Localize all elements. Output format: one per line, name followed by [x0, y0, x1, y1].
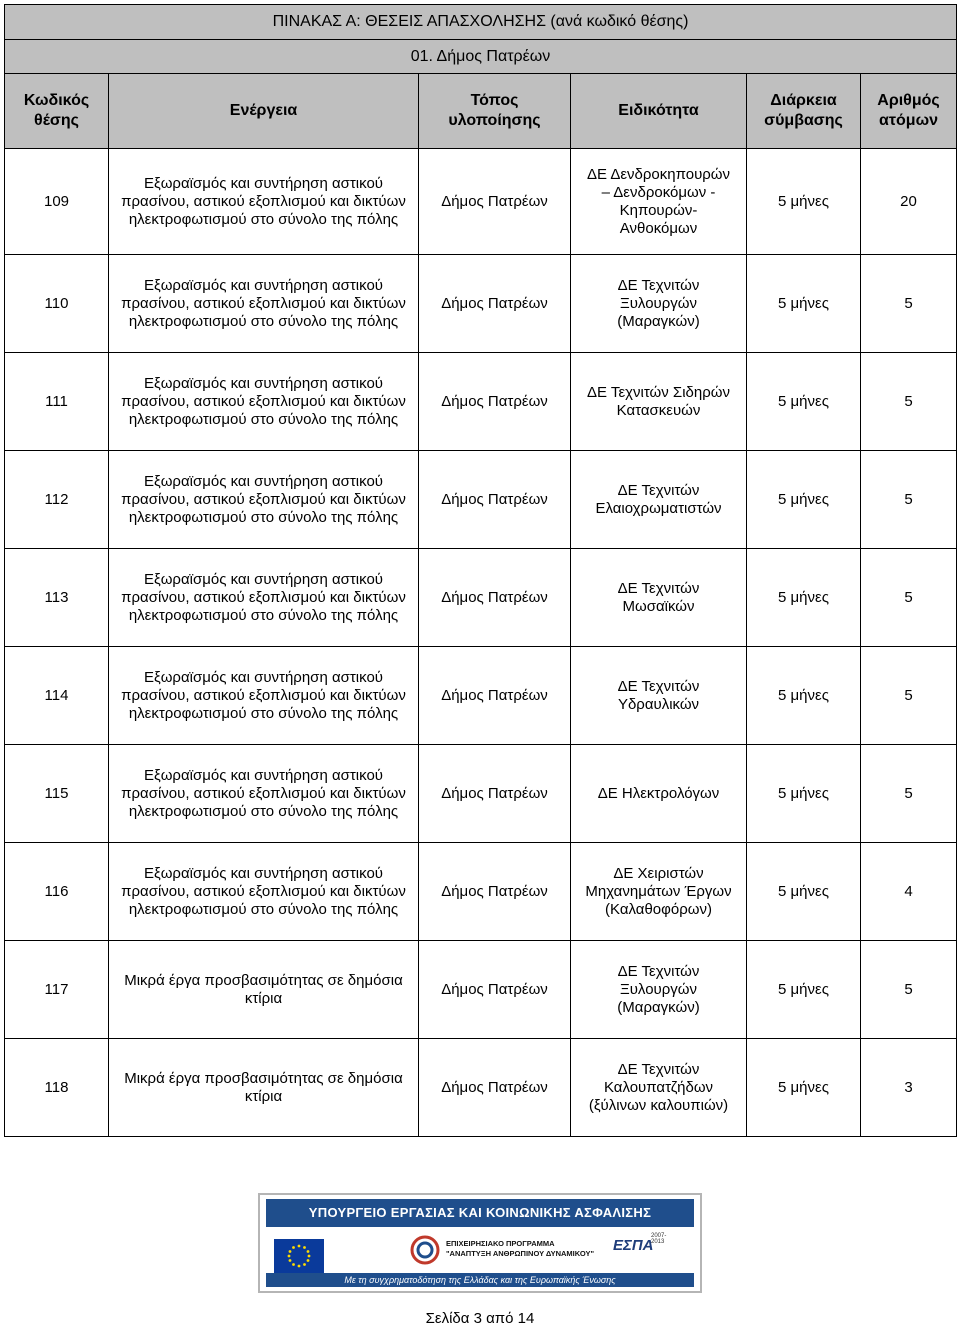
cell-activity: Μικρά έργα προσβασιμότητας σε δημόσια κτίρια: [109, 941, 419, 1039]
cell-specialty: ΔΕ Τεχνιτών Υδραυλικών: [571, 647, 747, 745]
table-row: [5, 1039, 957, 1137]
header-activity: Ενέργεια: [109, 74, 419, 149]
cell-location: Δήμος Πατρέων: [419, 149, 571, 255]
cell-duration: 5 μήνες: [747, 647, 861, 745]
cell-code: 115: [5, 745, 109, 843]
cell-duration: 5 μήνες: [747, 353, 861, 451]
cell-specialty: ΔΕ Τεχνιτών Σιδηρών Κατασκευών: [571, 353, 747, 451]
cell-code: 112: [5, 451, 109, 549]
banner-footer: Με τη συγχρηματοδότηση της Ελλάδας και της Ευρωπαϊκής Ένωσης: [266, 1273, 694, 1287]
table-subtitle: 01. Δήμος Πατρέων: [5, 40, 957, 74]
cell-specialty: ΔΕ Τεχνιτών Καλουπατζήδων (ξύλινων καλουπιών): [571, 1039, 747, 1137]
espa-label: ΕΣΠΑ: [613, 1237, 654, 1254]
cell-persons: 5: [861, 647, 957, 745]
cell-activity: Εξωραϊσμός και συντήρηση αστικού πρασίνου, αστικού εξοπλισμού και δικτύων ηλεκτροφωτισμού στο σύνολο της πόλης: [109, 353, 419, 451]
cell-activity: Εξωραϊσμός και συντήρηση αστικού πρασίνου, αστικού εξοπλισμού και δικτύων ηλεκτροφωτισμού στο σύνολο της πόλης: [109, 549, 419, 647]
cell-location: Δήμος Πατρέων: [419, 647, 571, 745]
header-duration: Διάρκεια σύμβασης: [747, 74, 861, 149]
cell-code: 111: [5, 353, 109, 451]
cell-code: 116: [5, 843, 109, 941]
header-code: Κωδικός θέσης: [5, 74, 109, 149]
header-persons: Αριθμός ατόμων: [861, 74, 957, 149]
table-row: [5, 451, 957, 549]
cell-location: Δήμος Πατρέων: [419, 1039, 571, 1137]
cell-specialty: ΔΕ Τεχνιτών Ξυλουργών (Μαραγκών): [571, 941, 747, 1039]
espa-years: 2007-2013: [651, 1233, 667, 1245]
cell-specialty: ΔΕ Χειριστών Μηχανημάτων Έργων (Καλαθοφόρων): [571, 843, 747, 941]
cell-code: 117: [5, 941, 109, 1039]
cell-activity: Εξωραϊσμός και συντήρηση αστικού πρασίνου, αστικού εξοπλισμού και δικτύων ηλεκτροφωτισμού στο σύνολο της πόλης: [109, 149, 419, 255]
cell-activity: Εξωραϊσμός και συντήρηση αστικού πρασίνου, αστικού εξοπλισμού και δικτύων ηλεκτροφωτισμού στο σύνολο της πόλης: [109, 843, 419, 941]
table-row: [5, 843, 957, 941]
cell-specialty: ΔΕ Τεχνιτών Ελαιοχρωματιστών: [571, 451, 747, 549]
cell-duration: 5 μήνες: [747, 451, 861, 549]
cell-duration: 5 μήνες: [747, 549, 861, 647]
table-row: [5, 149, 957, 255]
cell-duration: 5 μήνες: [747, 843, 861, 941]
cell-location: Δήμος Πατρέων: [419, 843, 571, 941]
cell-specialty: ΔΕ Ηλεκτρολόγων: [571, 745, 747, 843]
cell-location: Δήμος Πατρέων: [419, 941, 571, 1039]
cell-duration: 5 μήνες: [747, 149, 861, 255]
cell-code: 118: [5, 1039, 109, 1137]
table-row: [5, 255, 957, 353]
cell-specialty: ΔΕ Τεχνιτών Μωσαϊκών: [571, 549, 747, 647]
espa-logo: [603, 1233, 679, 1273]
table-row: [5, 647, 957, 745]
cell-specialty: ΔΕ Δενδροκηπουρών – Δενδροκόμων - Κηπουρών- Ανθοκόμων: [571, 149, 747, 255]
header-row: [5, 74, 957, 149]
cell-persons: 5: [861, 451, 957, 549]
table-title: ΠΙΝΑΚΑΣ Α: ΘΕΣΕΙΣ ΑΠΑΣΧΟΛΗΣΗΣ (ανά κωδικό θέσης): [5, 5, 957, 40]
cell-duration: 5 μήνες: [747, 255, 861, 353]
cell-persons: 5: [861, 255, 957, 353]
cell-duration: 5 μήνες: [747, 941, 861, 1039]
cell-code: 110: [5, 255, 109, 353]
cell-activity: Εξωραϊσμός και συντήρηση αστικού πρασίνου, αστικού εξοπλισμού και δικτύων ηλεκτροφωτισμού στο σύνολο της πόλης: [109, 745, 419, 843]
cell-code: 109: [5, 149, 109, 255]
cell-location: Δήμος Πατρέων: [419, 549, 571, 647]
cell-activity: Εξωραϊσμός και συντήρηση αστικού πρασίνου, αστικού εξοπλισμού και δικτύων ηλεκτροφωτισμού στο σύνολο της πόλης: [109, 255, 419, 353]
program-logo-icon: [410, 1235, 440, 1265]
cell-location: Δήμος Πατρέων: [419, 745, 571, 843]
cell-code: 113: [5, 549, 109, 647]
cell-duration: 5 μήνες: [747, 745, 861, 843]
table-row: [5, 549, 957, 647]
table-row: [5, 941, 957, 1039]
positions-table: [4, 4, 957, 1137]
header-specialty: Ειδικότητα: [571, 74, 747, 149]
cell-duration: 5 μήνες: [747, 1039, 861, 1137]
funding-banner: [258, 1193, 702, 1293]
cell-persons: 5: [861, 941, 957, 1039]
program-name: ΕΠΙΧΕΙΡΗΣΙΑΚΟ ΠΡΟΓΡΑΜΜΑ "ΑΝΑΠΤΥΞΗ ΑΝΘΡΩΠΙΝΟΥ ΔΥΝΑΜΙΚΟΥ": [446, 1239, 595, 1258]
cell-activity: Εξωραϊσμός και συντήρηση αστικού πρασίνου, αστικού εξοπλισμού και δικτύων ηλεκτροφωτισμού στο σύνολο της πόλης: [109, 451, 419, 549]
header-location: Τόπος υλοποίησης: [419, 74, 571, 149]
cell-location: Δήμος Πατρέων: [419, 451, 571, 549]
cell-persons: 4: [861, 843, 957, 941]
table-row: [5, 745, 957, 843]
cell-persons: 5: [861, 353, 957, 451]
table-row: [5, 353, 957, 451]
banner-title: ΥΠΟΥΡΓΕΙΟ ΕΡΓΑΣΙΑΣ ΚΑΙ ΚΟΙΝΩΝΙΚΗΣ ΑΣΦΑΛΙΣΗΣ: [266, 1199, 694, 1227]
cell-code: 114: [5, 647, 109, 745]
cell-specialty: ΔΕ Τεχνιτών Ξυλουργών (Μαραγκών): [571, 255, 747, 353]
cell-persons: 5: [861, 549, 957, 647]
cell-location: Δήμος Πατρέων: [419, 353, 571, 451]
cell-persons: 5: [861, 745, 957, 843]
page-number: Σελίδα 3 από 14: [425, 1310, 535, 1327]
cell-location: Δήμος Πατρέων: [419, 255, 571, 353]
cell-persons: 3: [861, 1039, 957, 1137]
cell-activity: Μικρά έργα προσβασιμότητας σε δημόσια κτίρια: [109, 1039, 419, 1137]
cell-activity: Εξωραϊσμός και συντήρηση αστικού πρασίνου, αστικού εξοπλισμού και δικτύων ηλεκτροφωτισμού στο σύνολο της πόλης: [109, 647, 419, 745]
eu-flag-icon: [274, 1239, 324, 1273]
cell-persons: 20: [861, 149, 957, 255]
